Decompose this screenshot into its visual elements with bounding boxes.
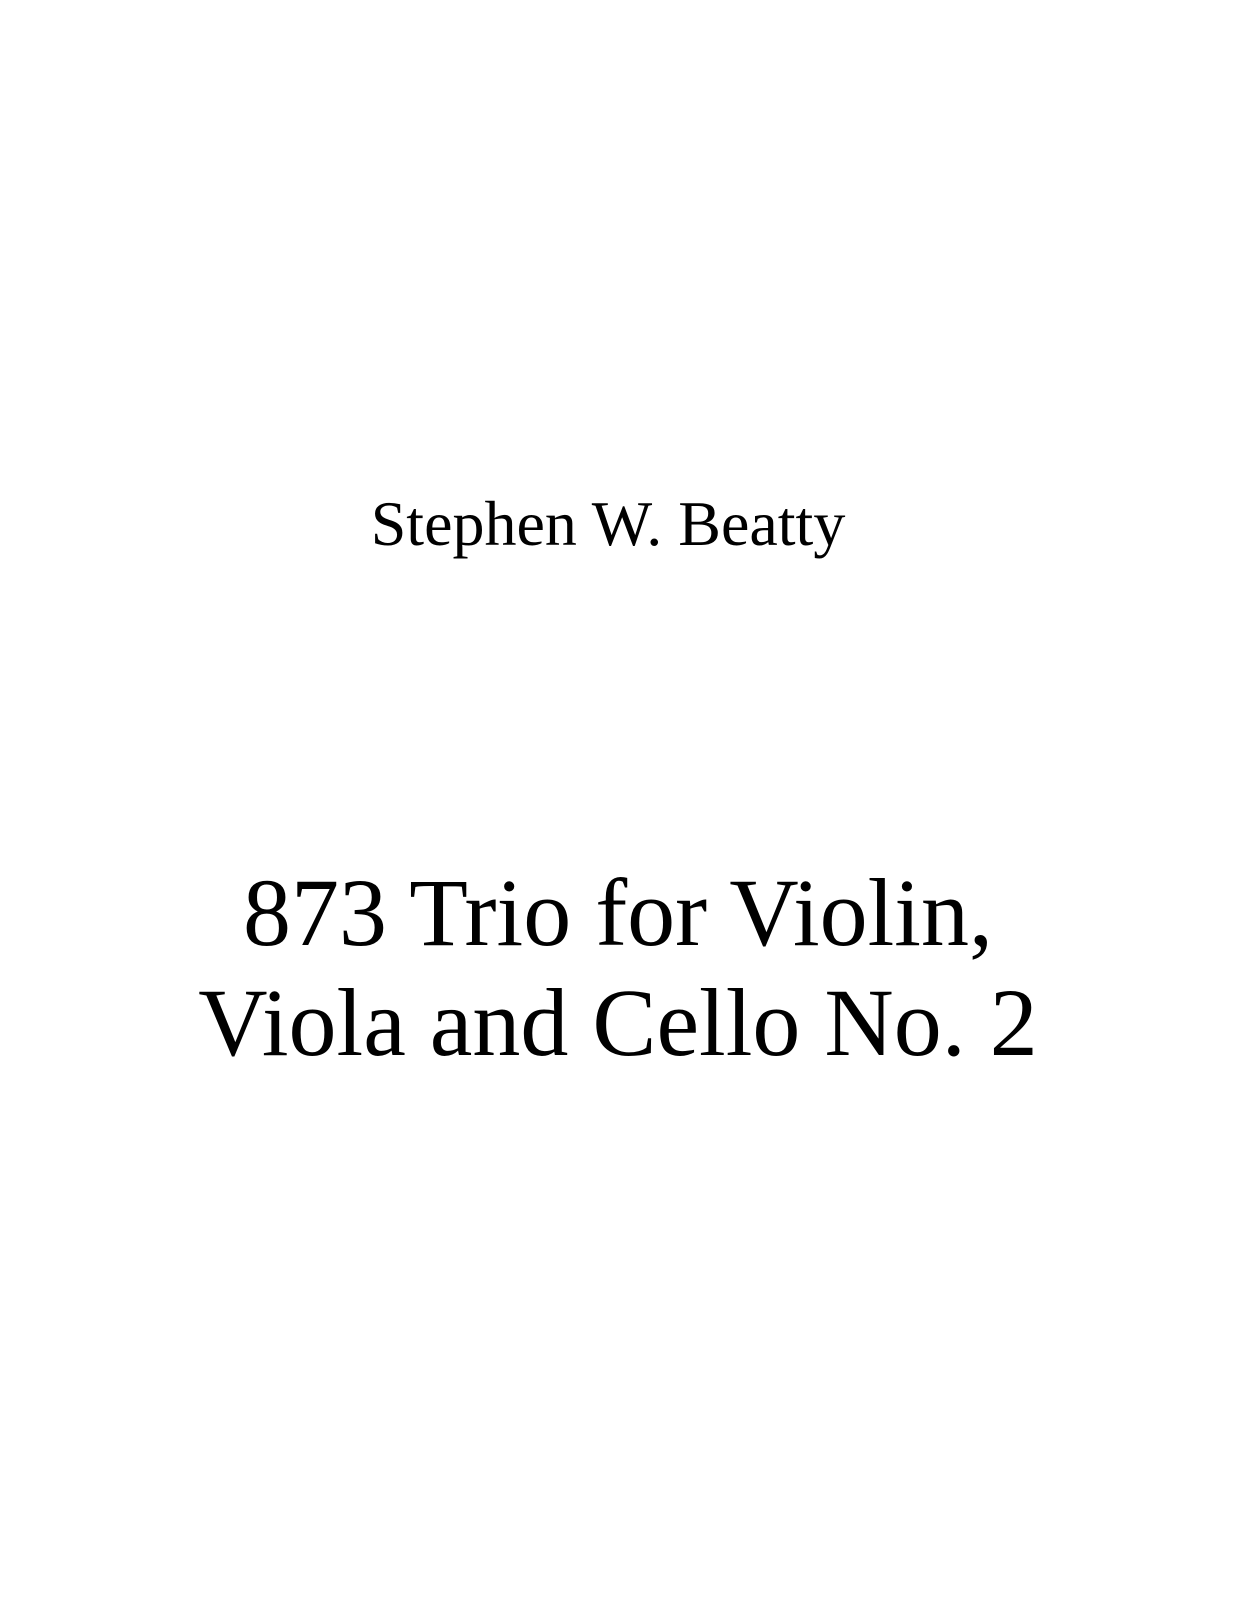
- piece-title: [0, 858, 1236, 1078]
- piece-title-line-2: Viola and Cello No. 2: [198, 969, 1038, 1076]
- piece-title-line-1: 873 Trio for Violin,: [243, 859, 993, 966]
- composer-name: Stephen W. Beatty: [370, 488, 846, 559]
